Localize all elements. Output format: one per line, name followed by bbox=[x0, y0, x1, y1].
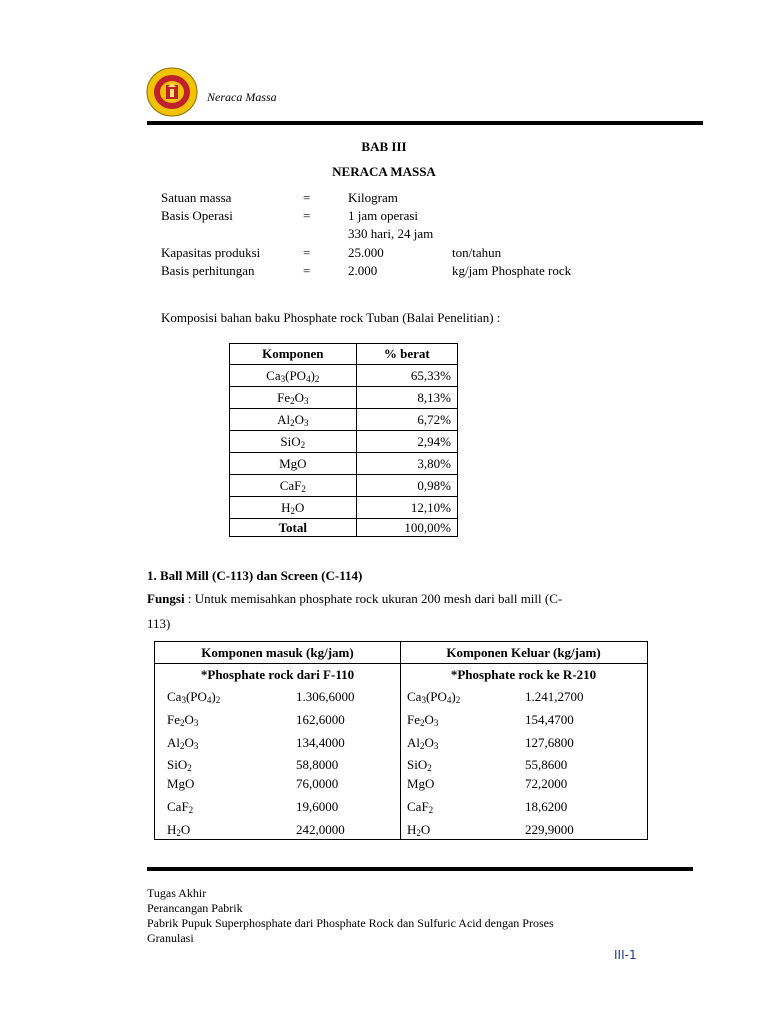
footer-rule bbox=[147, 867, 693, 871]
composition-intro: Komposisi bahan baku Phosphate rock Tuban (Balai Penelitian) : bbox=[161, 310, 501, 325]
footer-line: Tugas Akhir bbox=[147, 886, 207, 900]
table-row bbox=[230, 431, 458, 453]
table-row bbox=[230, 475, 458, 497]
out-value: 1.241,2700 bbox=[525, 689, 584, 704]
component-percent: 3,80% bbox=[356, 453, 457, 475]
out-value: 72,2000 bbox=[525, 776, 568, 791]
out-component-formula: $H_2O$ bbox=[407, 822, 431, 838]
section-heading: 1. Ball Mill (C-113) dan Screen (C-114) bbox=[147, 568, 363, 583]
out-subheader: *Phosphate rock ke R-210 bbox=[450, 667, 597, 682]
total-label: Total bbox=[230, 519, 357, 537]
basis-label: Kapasitas produksi bbox=[161, 245, 261, 260]
basis-label: Basis perhitungan bbox=[161, 263, 255, 278]
basis-row bbox=[161, 190, 681, 208]
component-cell bbox=[167, 735, 198, 751]
fungsi-text: : Untuk memisahkan phosphate rock ukuran 200 mesh dari ball mill (C- bbox=[184, 591, 563, 606]
composition-table bbox=[229, 343, 458, 537]
basis-equals: = bbox=[303, 190, 311, 205]
page-number: III-1 bbox=[614, 948, 637, 962]
footer-line: Pabrik Pupuk Superphosphate dari Phosphate Rock dan Sulfuric Acid dengan Proses bbox=[147, 916, 554, 930]
component-cell bbox=[167, 822, 190, 838]
component-cell bbox=[167, 689, 220, 705]
basis-unit: ton/tahun bbox=[452, 245, 502, 260]
in-value: 1.306,6000 bbox=[296, 689, 355, 704]
fungsi-line bbox=[147, 590, 659, 608]
in-component-formula: CaF$_2$ bbox=[167, 799, 194, 815]
component-formula: MgO bbox=[279, 455, 307, 471]
basis-equals: = bbox=[303, 263, 311, 278]
component-formula: $H_2O$ bbox=[281, 499, 305, 516]
in-component-formula: $Ca_3(PO_4)_2$ bbox=[167, 689, 221, 705]
fungsi-label: Fungsi bbox=[147, 591, 185, 606]
basis-value: Kilogram bbox=[348, 190, 398, 205]
in-component-formula: SiO$_2$ bbox=[167, 757, 192, 773]
in-component-formula: $Fe_2O_3$ bbox=[167, 712, 199, 728]
table-row bbox=[230, 365, 458, 387]
table-row bbox=[230, 387, 458, 409]
component-cell bbox=[167, 757, 192, 773]
out-header: Komponen Keluar (kg/jam) bbox=[446, 645, 601, 660]
basis-equals: = bbox=[303, 245, 311, 260]
in-value: 76,0000 bbox=[296, 776, 339, 791]
basis-value: 330 hari, 24 jam bbox=[348, 226, 434, 241]
chapter-number: BAB III bbox=[361, 139, 407, 154]
basis-row bbox=[161, 226, 681, 244]
total-value: 100,00% bbox=[356, 519, 457, 537]
in-value: 19,6000 bbox=[296, 799, 339, 814]
header-rule bbox=[147, 121, 703, 125]
basis-equals: = bbox=[303, 208, 311, 223]
out-value: 55,8600 bbox=[525, 757, 568, 772]
component-cell bbox=[407, 822, 430, 838]
component-percent: 2,94% bbox=[356, 431, 457, 453]
component-cell bbox=[407, 757, 432, 773]
basis-value: 25.000 bbox=[348, 245, 384, 260]
component-percent: 0,98% bbox=[356, 475, 457, 497]
out-value: 154,4700 bbox=[525, 712, 574, 727]
component-cell bbox=[167, 776, 194, 792]
component-cell bbox=[407, 735, 438, 751]
component-formula: $Al_2O_3$ bbox=[277, 411, 309, 428]
mass-balance-table bbox=[154, 641, 648, 840]
out-component-formula: CaF$_2$ bbox=[407, 799, 434, 815]
component-cell bbox=[407, 799, 433, 815]
composition-body bbox=[230, 365, 458, 537]
column-header-komponen: Komponen bbox=[230, 344, 357, 365]
in-component-formula: MgO bbox=[167, 776, 195, 791]
component-cell bbox=[167, 712, 198, 728]
basis-unit: kg/jam Phosphate rock bbox=[452, 263, 572, 278]
in-value: 58,8000 bbox=[296, 757, 339, 772]
in-value: 242,0000 bbox=[296, 822, 345, 837]
component-cell bbox=[407, 776, 434, 792]
out-value: 18,6200 bbox=[525, 799, 568, 814]
table-row bbox=[230, 453, 458, 475]
basis-row bbox=[161, 263, 681, 281]
component-cell bbox=[407, 712, 438, 728]
table-row bbox=[230, 497, 458, 519]
fungsi-continuation: 113) bbox=[147, 616, 171, 631]
basis-row bbox=[161, 245, 681, 263]
component-percent: 8,13% bbox=[356, 387, 457, 409]
basis-value: 1 jam operasi bbox=[348, 208, 419, 223]
university-logo-icon bbox=[146, 67, 198, 117]
component-percent: 65,33% bbox=[356, 365, 457, 387]
header-title: Neraca Massa bbox=[207, 90, 277, 104]
in-value: 162,6000 bbox=[296, 712, 345, 727]
basis-value: 2.000 bbox=[348, 263, 378, 278]
out-component-formula: MgO bbox=[407, 776, 435, 791]
in-subheader: *Phosphate rock dari F-110 bbox=[200, 667, 355, 682]
basis-label: Basis Operasi bbox=[161, 208, 233, 223]
footer-text bbox=[147, 886, 554, 946]
basis-row bbox=[161, 208, 681, 226]
out-component-formula: SiO$_2$ bbox=[407, 757, 432, 773]
in-component-formula: $H_2O$ bbox=[167, 822, 191, 838]
out-value: 127,6800 bbox=[525, 735, 574, 750]
component-percent: 12,10% bbox=[356, 497, 457, 519]
component-formula: CaF$_2$ bbox=[279, 477, 306, 494]
total-row bbox=[230, 519, 458, 537]
footer-line: Granulasi bbox=[147, 931, 194, 945]
component-cell bbox=[407, 689, 460, 705]
out-component-formula: $Ca_3(PO_4)_2$ bbox=[407, 689, 461, 705]
out-component-formula: $Fe_2O_3$ bbox=[407, 712, 439, 728]
chapter-title: NERACA MASSA bbox=[332, 164, 436, 179]
component-formula: $Ca_3(PO_4)_2$ bbox=[266, 367, 320, 384]
basis-label: Satuan massa bbox=[161, 190, 232, 205]
in-component-formula: $Al_2O_3$ bbox=[167, 735, 199, 751]
out-component-formula: $Al_2O_3$ bbox=[407, 735, 439, 751]
component-formula: $Fe_2O_3$ bbox=[277, 389, 309, 406]
table-row bbox=[230, 409, 458, 431]
out-value: 229,9000 bbox=[525, 822, 574, 837]
in-header: Komponen masuk (kg/jam) bbox=[201, 645, 354, 660]
component-cell bbox=[167, 799, 193, 815]
component-percent: 6,72% bbox=[356, 409, 457, 431]
column-header-berat: % berat bbox=[356, 344, 457, 365]
footer-line: Perancangan Pabrik bbox=[147, 901, 243, 915]
component-formula: SiO$_2$ bbox=[280, 433, 306, 450]
in-value: 134,4000 bbox=[296, 735, 345, 750]
